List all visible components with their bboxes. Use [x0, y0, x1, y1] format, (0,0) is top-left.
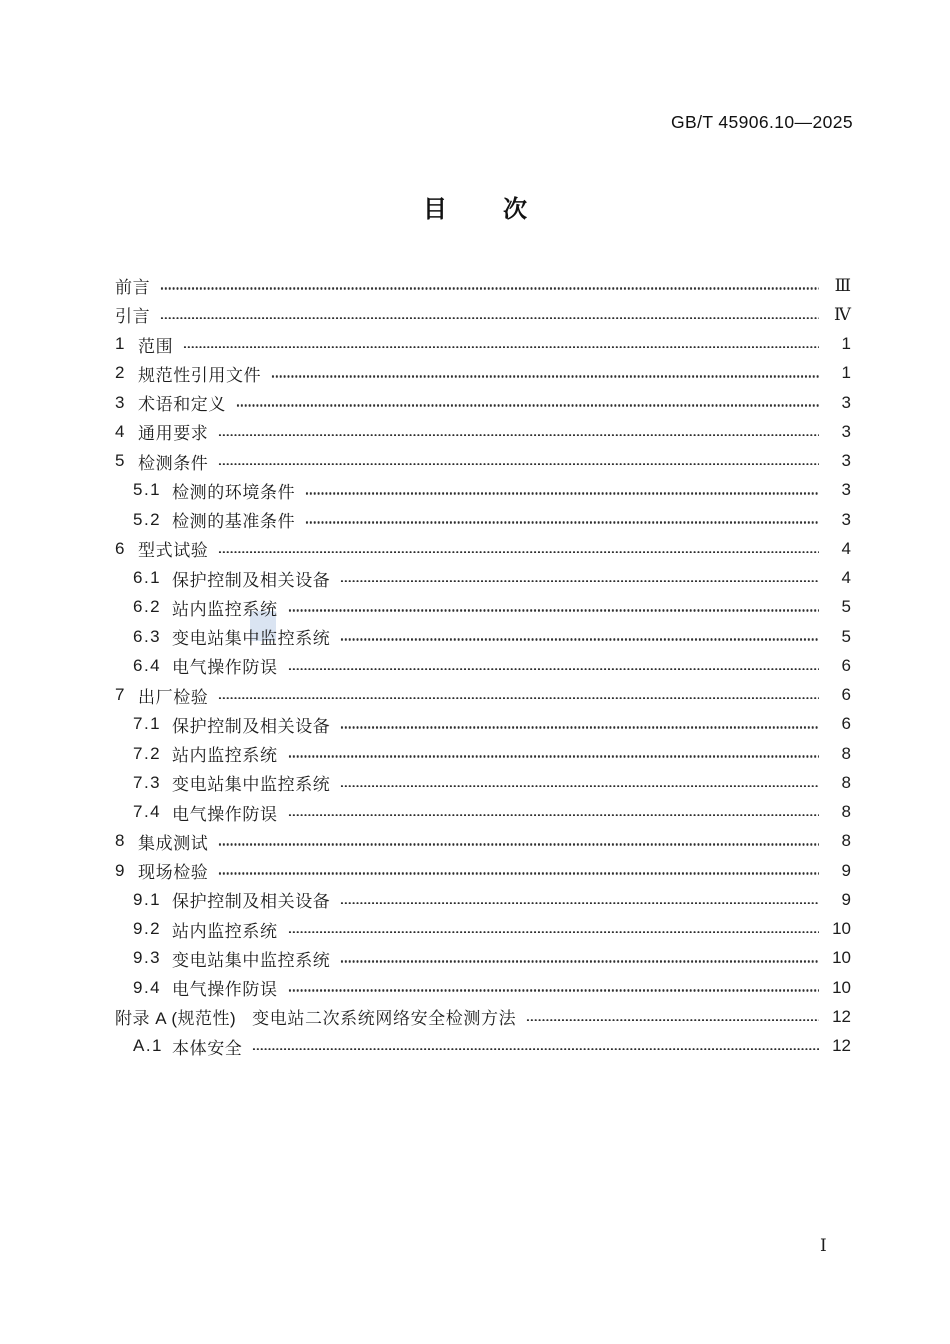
toc-page-number: 8 — [841, 743, 851, 763]
toc-entry — [115, 388, 851, 417]
toc-page-number: 6 — [841, 655, 851, 675]
toc-page-number: 6 — [841, 714, 851, 734]
toc-entry — [115, 885, 851, 914]
toc-entry-label: 检测条件 — [138, 453, 209, 473]
dot-leader — [218, 872, 819, 875]
toc-page-number: 5 — [841, 626, 851, 646]
toc-entry-label: 现场检验 — [138, 863, 209, 883]
dot-leader — [160, 317, 819, 320]
toc-entry-number: 9 — [115, 860, 126, 880]
toc-entry-label: 本体安全 — [172, 1038, 243, 1058]
document-code: GB/T 45906.10—2025 — [670, 112, 853, 132]
dot-leader — [340, 960, 819, 963]
dot-leader — [236, 404, 819, 407]
dot-leader — [340, 902, 819, 905]
toc-page-number: 10 — [832, 977, 851, 997]
toc-entry-number: 5.2 — [133, 509, 162, 529]
toc-entry — [115, 710, 851, 739]
toc-page-number: 4 — [841, 538, 851, 558]
dot-leader — [218, 697, 819, 700]
dot-leader — [305, 521, 819, 524]
toc-entry — [115, 768, 851, 797]
toc-entry-label: 站内监控系统 — [172, 921, 278, 941]
toc-entry-label: 变电站二次系统网络安全检测方法 — [252, 1009, 517, 1029]
dot-leader — [218, 434, 819, 437]
toc-entry-number: 9.4 — [133, 977, 162, 997]
dot-leader — [340, 726, 819, 729]
toc-entry — [115, 271, 851, 300]
toc-entry — [115, 973, 851, 1002]
toc-page-number: Ⅳ — [834, 304, 851, 325]
toc-entry-label: 变电站集中监控系统 — [172, 629, 331, 649]
dot-leader — [218, 843, 819, 846]
toc-entry — [115, 447, 851, 476]
toc-entry-number: 1 — [115, 334, 126, 354]
toc-entry-number: A.1 — [133, 1036, 164, 1056]
toc-entry — [115, 593, 851, 622]
toc-page-number: 8 — [841, 772, 851, 792]
dot-leader — [340, 580, 819, 583]
toc-entry — [115, 827, 851, 856]
toc-entry-number: 6.2 — [133, 597, 162, 617]
dot-leader — [340, 638, 819, 641]
toc-entry-number: 5 — [115, 451, 126, 471]
toc-page-number: 3 — [841, 480, 851, 500]
dot-leader — [288, 755, 819, 758]
toc-entry-label: 电气操作防误 — [172, 658, 278, 678]
toc-entry-label: 电气操作防误 — [172, 804, 278, 824]
toc-entry — [115, 681, 851, 710]
toc-list — [115, 271, 851, 1061]
toc-entry — [115, 505, 851, 534]
toc-entry — [115, 476, 851, 505]
toc-entry-label: 保护控制及相关设备 — [172, 892, 331, 912]
toc-entry-number: 7.2 — [133, 743, 162, 763]
toc-entry-label: 出厂检验 — [138, 687, 209, 707]
toc-title-char: 次 — [503, 196, 527, 223]
toc-page-number: 12 — [832, 1006, 851, 1026]
toc-entry — [115, 564, 851, 593]
toc-entry-number: 8 — [115, 831, 126, 851]
toc-entry-number: 9.3 — [133, 948, 162, 968]
toc-entry-label: 集成测试 — [138, 833, 209, 853]
toc-page-number: 8 — [841, 831, 851, 851]
toc-entry-number: 6 — [115, 538, 126, 558]
toc-entry-number: 9.2 — [133, 919, 162, 939]
toc-entry — [115, 417, 851, 446]
toc-entry-number: 7.1 — [133, 714, 162, 734]
footer-page-number: Ⅰ — [820, 1236, 827, 1256]
toc-page-number: 8 — [841, 802, 851, 822]
toc-page-number: 1 — [841, 334, 851, 354]
toc-entry-number: 3 — [115, 392, 126, 412]
toc-entry-number: 7.3 — [133, 772, 162, 792]
toc-entry-number: 9.1 — [133, 889, 162, 909]
toc-page-number: 6 — [841, 685, 851, 705]
toc-page-number: 3 — [841, 509, 851, 529]
toc-entry-number: 7.4 — [133, 802, 162, 822]
dot-leader — [271, 375, 819, 378]
toc-entry — [115, 739, 851, 768]
toc-entry — [115, 1032, 851, 1061]
toc-entry — [115, 798, 851, 827]
dot-leader — [340, 785, 819, 788]
toc-entry-number: 7 — [115, 685, 126, 705]
toc-entry — [115, 359, 851, 388]
toc-entry-label: 型式试验 — [138, 541, 209, 561]
dot-leader — [288, 989, 819, 992]
toc-entry — [115, 651, 851, 680]
toc-entry — [115, 622, 851, 651]
dot-leader — [288, 931, 819, 934]
dot-leader — [288, 668, 819, 671]
toc-page-number: 4 — [841, 568, 851, 588]
toc-entry-number: 6.1 — [133, 568, 162, 588]
toc-page-number: 5 — [841, 597, 851, 617]
toc-entry-label: 引言 — [115, 307, 151, 327]
toc-page-number: 10 — [832, 919, 851, 939]
dot-leader — [526, 1019, 819, 1022]
toc-entry-label: 范围 — [138, 336, 174, 356]
toc-page-number: 1 — [841, 363, 851, 383]
toc-entry-label: 通用要求 — [138, 424, 209, 444]
toc-entry-label: 前言 — [115, 278, 151, 298]
toc-entry-label: 站内监控系统 — [172, 599, 278, 619]
toc-entry-label: 站内监控系统 — [172, 746, 278, 766]
dot-leader — [183, 346, 819, 349]
toc-entry-number: 4 — [115, 421, 126, 441]
toc-entry-number: 6.4 — [133, 655, 162, 675]
toc-page-number: 12 — [832, 1036, 851, 1056]
toc-entry-label: 电气操作防误 — [172, 980, 278, 1000]
toc-entry — [115, 1002, 851, 1031]
toc-page-number: 3 — [841, 421, 851, 441]
toc-entry-number: 附录 A (规范性) — [115, 1009, 237, 1029]
toc-entry — [115, 330, 851, 359]
toc-entry-label: 变电站集中监控系统 — [172, 950, 331, 970]
toc-page-number: 9 — [841, 889, 851, 909]
toc-entry-label: 保护控制及相关设备 — [172, 716, 331, 736]
toc-entry — [115, 534, 851, 563]
toc-entry — [115, 915, 851, 944]
toc-title — [0, 198, 950, 222]
toc-page-number: 10 — [832, 948, 851, 968]
dot-leader — [218, 463, 819, 466]
toc-title-char: 目 — [423, 196, 447, 223]
toc-entry-label: 保护控制及相关设备 — [172, 570, 331, 590]
toc-entry — [115, 300, 851, 329]
dot-leader — [288, 814, 819, 817]
toc-page-number: 9 — [841, 860, 851, 880]
toc-entry-label: 变电站集中监控系统 — [172, 775, 331, 795]
toc-entry-label: 检测的环境条件 — [172, 482, 296, 502]
toc-entry — [115, 856, 851, 885]
toc-page-number: 3 — [841, 392, 851, 412]
toc-entry-label: 规范性引用文件 — [138, 365, 262, 385]
dot-leader — [305, 492, 819, 495]
toc-entry-label: 术语和定义 — [138, 395, 226, 415]
dot-leader — [160, 287, 819, 290]
toc-entry-number: 5.1 — [133, 480, 162, 500]
toc-page-number: Ⅲ — [834, 275, 851, 296]
toc-entry-number: 6.3 — [133, 626, 162, 646]
toc-entry-label: 检测的基准条件 — [172, 512, 296, 532]
toc-entry — [115, 944, 851, 973]
dot-leader — [218, 551, 819, 554]
dot-leader — [288, 609, 819, 612]
dot-leader — [252, 1048, 819, 1051]
toc-page-number: 3 — [841, 451, 851, 471]
toc-entry-number: 2 — [115, 363, 126, 383]
